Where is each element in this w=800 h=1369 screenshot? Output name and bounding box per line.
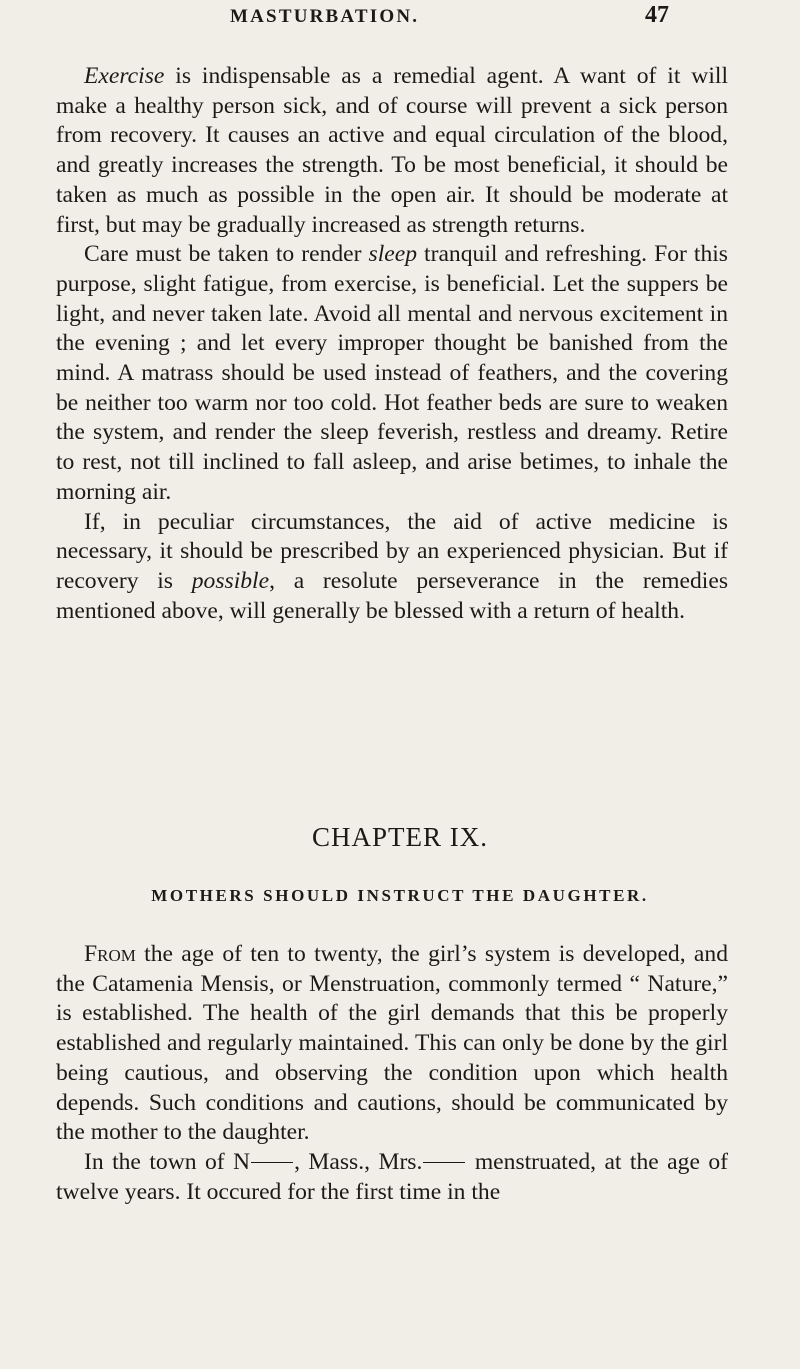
paragraph-text: If, in peculiar circumstances, the aid of active medicine is necessary, it should be prescribed by an experienced physician. But if recovery is <box>56 508 728 594</box>
paragraph-text: the age of ten to twenty, the girl’s system is developed, and the Catamenia Mensis, or Menstruation, commonly termed “ Nature,” is established. The health of the girl demands that this be properly established and regularly maintained. This can only be done by the girl being cautious, and observing the condition upon which health depends. Such conditions and cautions, should be communicated by the mother to the daughter. <box>56 941 728 1146</box>
chapter-title: CHAPTER IX. <box>311 822 488 852</box>
lead-word-exercise: Exercise <box>84 63 165 89</box>
paragraph-text: Care must be taken to render <box>84 241 369 268</box>
paragraph-from-age <box>56 940 728 1148</box>
section-mothers-instruct <box>56 940 728 1207</box>
emphasis-possible: possible <box>191 567 270 594</box>
paragraph-medicine <box>56 508 728 627</box>
redacted-dash <box>251 1162 293 1163</box>
chapter-subtitle: MOTHERS SHOULD INSTRUCT THE DAUGHTER. <box>151 886 649 905</box>
paragraph-exercise <box>56 62 728 240</box>
paragraph-text: tranquil and refreshing. For this purpose, slight fatigue, from exercise, is beneficial. Let the suppers be light, and never taken late. Avoid all mental and nervous excitement in the evening ; and let every improper thought be banished from the mind. A matrass should be used instead of feathers, and the covering be neither too warm nor too cold. Hot feather beds are sure to weaken the system, and render the sleep feverish, restless and dreamy. Retire to rest, not till inclined to fall asleep, and arise betimes, to inhale the morning air. <box>56 241 728 505</box>
redacted-dash <box>423 1162 465 1163</box>
emphasis-sleep: sleep <box>368 241 418 268</box>
paragraph-text: In the town of N <box>84 1148 251 1175</box>
running-title: MASTURBATION. <box>230 6 420 27</box>
section-exercise-and-sleep <box>56 62 728 626</box>
paragraph-text: is indispensable as a remedial agent. A want of it will make a healthy person sick, and of course will prevent a sick person from recovery. It causes an active and equal circulation of the blood, and greatly increases the strength. To be most beneficial, it should be taken as much as possible in the open air. It should be moderate at first, but may be gradually increased as strength returns. <box>56 63 728 238</box>
paragraph-sleep <box>56 240 728 507</box>
lead-word-from: From <box>84 941 136 967</box>
paragraph-town <box>56 1148 728 1207</box>
paragraph-text: , a resolute perseverance in the remedies mentioned above, will generally be blessed with a return of health. <box>56 567 728 624</box>
paragraph-text: , Mass., Mrs. <box>294 1148 423 1175</box>
page-number: 47 <box>645 2 669 28</box>
running-head <box>0 0 800 48</box>
paragraph-text: menstruated, at the age of twelve years. It occured for the first time in the <box>56 1148 728 1205</box>
